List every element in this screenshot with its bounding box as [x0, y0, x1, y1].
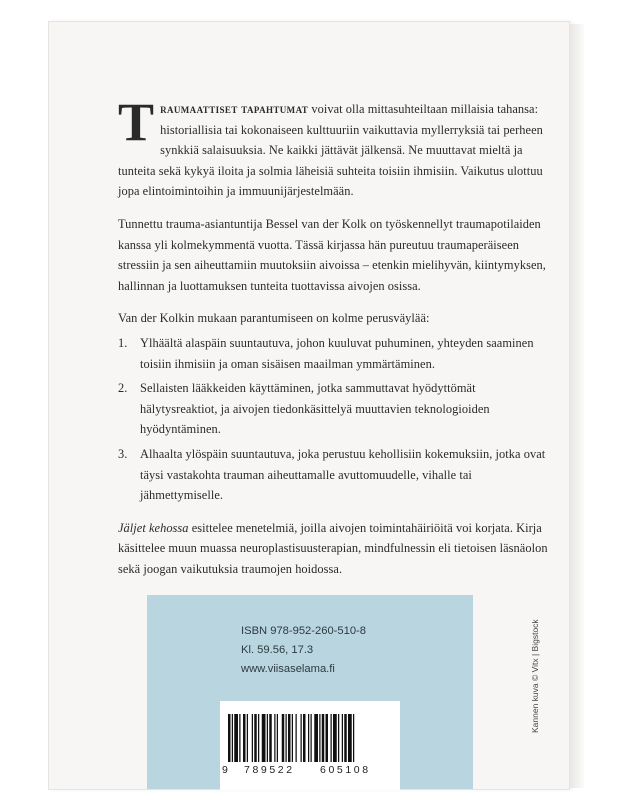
barcode-bar [319, 714, 320, 762]
barcode-digits-right: 605108 [320, 764, 371, 776]
barcode-bar [267, 714, 268, 762]
healing-paths-list [118, 333, 548, 506]
barcode-digit-first: 9 [222, 764, 228, 776]
barcode-bar [342, 714, 343, 762]
barcode-bar [274, 714, 275, 762]
barcode-bar [258, 714, 259, 762]
isbn-text: ISBN 978-952-260-510-8 [241, 625, 367, 637]
barcode-bar [239, 714, 240, 762]
barcode-bar [286, 714, 287, 762]
barcode [220, 701, 400, 790]
barcode-bar [234, 714, 238, 762]
barcode-bar [303, 714, 306, 762]
barcode-bar [254, 714, 257, 762]
barcode-bar [282, 714, 285, 762]
list-text: Sellaisten lääkkeiden käyttäminen, jotka sammuttavat hyödyttömät hälytysreaktiot, ja aivojen tiedonkäsittelyä muuttavien teknologioiden hyödyntäminen. [140, 381, 490, 437]
barcode-bar [288, 714, 291, 762]
list-number: 3. [118, 446, 128, 461]
barcode-bars [228, 714, 392, 764]
barcode-bar [333, 714, 337, 762]
drop-cap: T [118, 92, 155, 152]
barcode-bar [344, 714, 347, 762]
barcode-bar [277, 714, 278, 762]
cover-image-credit: Kannen kuva © Vitx | Bigstock [530, 619, 540, 733]
barcode-bar [348, 714, 352, 762]
list-text: Ylhäältä alaspäin suuntautuva, johon kuuluvat puhuminen, yhteyden saaminen toisiin ihmisiin ja oman sisäisen maailman ymmärtäminen. [140, 335, 534, 371]
list-item [118, 378, 548, 440]
barcode-bar [296, 714, 297, 762]
publisher-url: www.viisaselama.fi [241, 663, 335, 675]
barcode-bar [311, 714, 312, 762]
barcode-bar [308, 714, 309, 762]
barcode-bar [292, 714, 293, 762]
intro-paragraph [118, 92, 548, 202]
intro-text: voivat olla mittasuhteiltaan millaisia tahansa: historiallisia tai kokonaiseen kulttuuriin vaikuttavia myllerryksiä tai perheen synkkiä salaisuuksia. Ne kaikki jättävät jälkensä. Ne muuttavat mieltä ja tunteita sekä kykyä iloita ja solmia läheisiä suhteita toisiin ihmisiin. Vaikutus ulottuu jopa elintoimintoihin ja immuunijärjestelmään. [118, 102, 543, 199]
barcode-bar [228, 714, 231, 762]
back-cover-text [118, 92, 548, 591]
barcode-bar [301, 714, 302, 762]
barcode-digits-left: 789522 [244, 764, 295, 776]
list-text: Alhaalta ylöspäin suuntautuva, joka perustuu kehollisiin kokemuksiin, jotka ovat täysi vastakohta trauman aiheuttamalle avuttomuudelle, vihalle tai jähmettymiselle. [140, 446, 546, 503]
publisher-info [241, 622, 411, 679]
book-page-edge [570, 24, 584, 788]
classification-text: Kl. 59.56, 17.3 [241, 644, 314, 656]
barcode-bar [338, 714, 339, 762]
barcode-bar [262, 714, 266, 762]
list-item [118, 444, 548, 506]
book-title: Jäljet kehossa [118, 520, 189, 535]
barcode-bar [247, 714, 248, 762]
barcode-bar [269, 714, 272, 762]
closing-paragraph [118, 518, 548, 580]
barcode-bar [243, 714, 246, 762]
list-number: 1. [118, 335, 128, 350]
barcode-bar [331, 714, 332, 762]
list-item [118, 333, 548, 374]
list-intro: Van der Kolkin mukaan parantumiseen on kolme perusväylää: [118, 311, 430, 326]
barcode-bar [314, 714, 318, 762]
barcode-bar [252, 714, 253, 762]
barcode-bar [353, 714, 354, 762]
barcode-bar [326, 714, 329, 762]
closing-text: esittelee menetelmiä, joilla aivojen toimintahäiriöitä voi korjata. Kirja käsittelee muun muassa neuroplastisuusterapian, mindfulnessin eli tietoisen läsnäolon sekä joogan vaikutuksia traumojen hoidossa. [118, 520, 548, 576]
barcode-bar [232, 714, 233, 762]
intro-lead: raumaattiset tapahtumat [160, 102, 309, 116]
list-number: 2. [118, 381, 128, 396]
author-paragraph: Tunnettu trauma-asiantuntija Bessel van der Kolk on työskennellyt traumapotilaiden kanssa yli kolmekymmentä vuotta. Tässä kirjassa hän pureutuu traumaperäiseen stressiin ja sen aiheuttamiin muutoksiin aivoissa – etenkin mielihyvän, kiintymyksen, hallinnan ja luottamuksen tunteita tuottavissa aivojen osissa. [118, 216, 546, 293]
barcode-bar [322, 714, 325, 762]
